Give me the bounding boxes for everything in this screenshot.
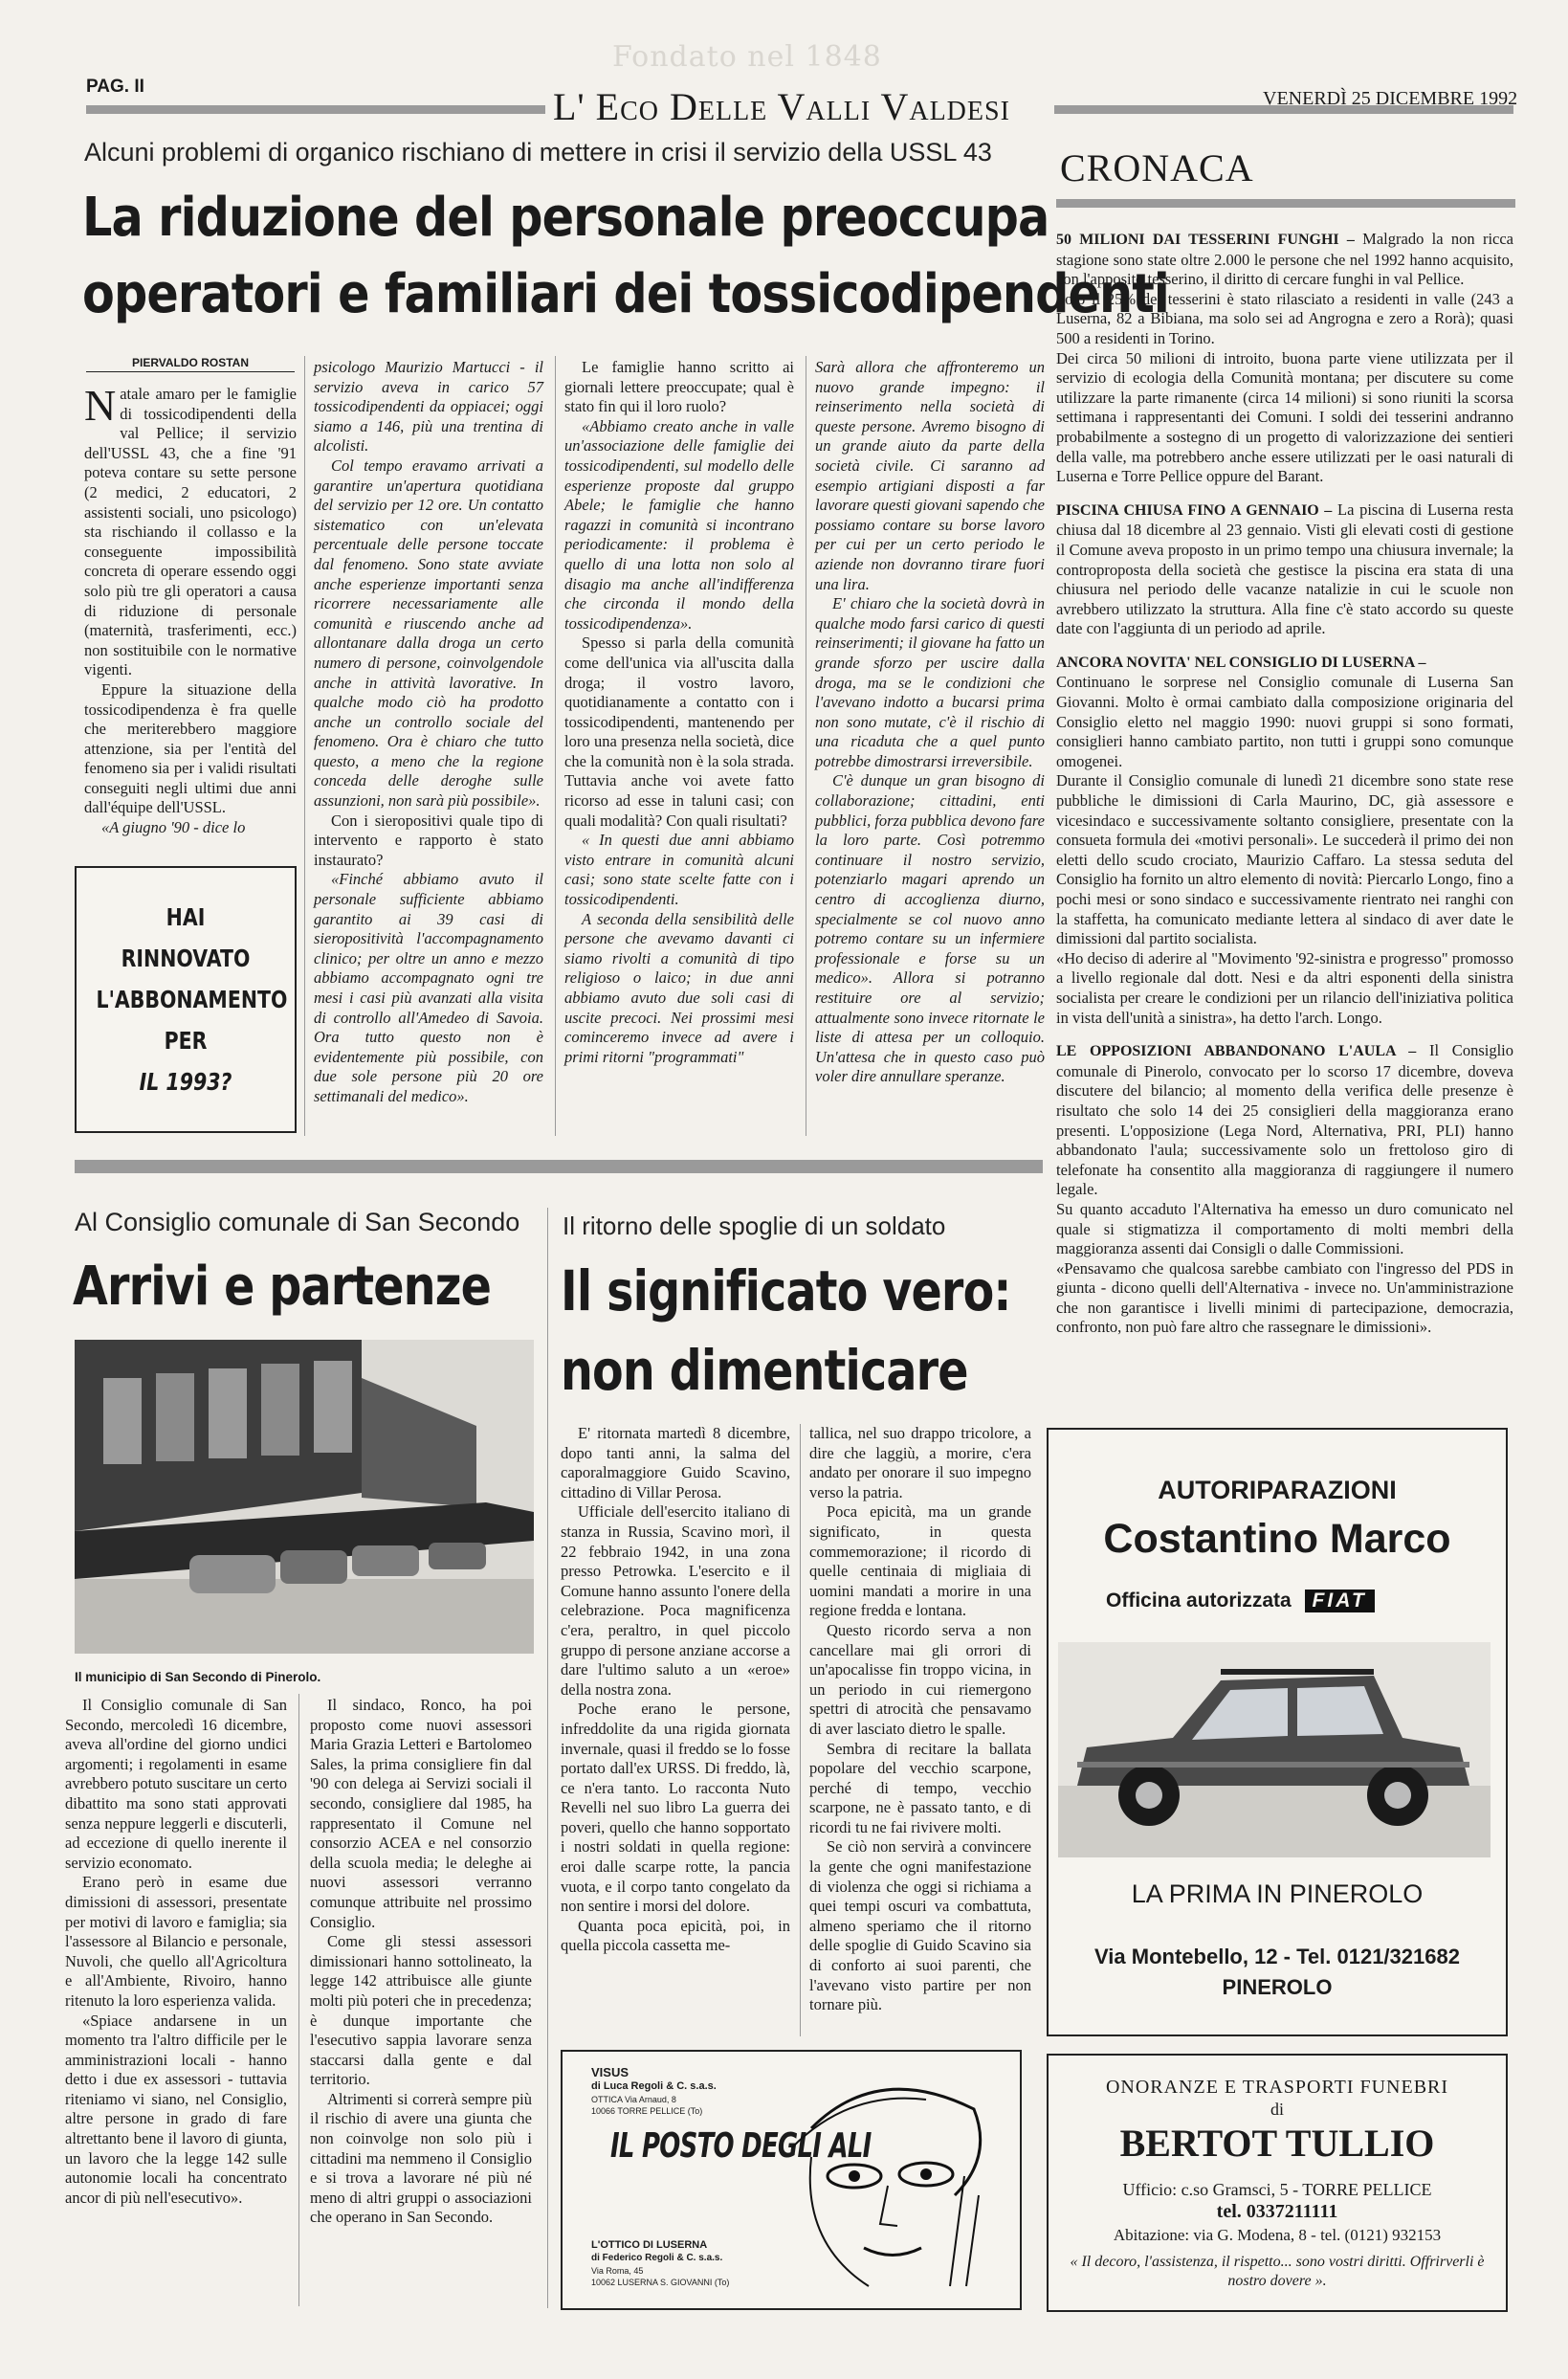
paragraph: tallica, nel suo drappo tricolore, a dire che laggiù, a morire, c'era andato per onorare il suo impegno verso la patria.	[809, 1424, 1031, 1501]
paragraph: Il Consiglio comunale di San Secondo, mercoledì 16 dicembre, aveva all'ordine del giorno undici argomenti; i regolamenti in esame avrebbero potuto suscitare un certo dibattito ma sono stati approvati senza neppure leggerli e discuterli, ad eccezione di quello inerente il servizio economato.	[65, 1696, 287, 1872]
brief-paragraph: Durante il Consiglio comunale di lunedì 21 dicembre sono state rese pubbliche le dimissioni di Carla Maurino, DC, già assessore e vicesindaco e successivamente soltanto consigliere, presentate con la consueta formula dei «motivi personali». Le succederà il primo dei non eletti dello scudo crociato, Maurizio Caffaro. La stessa seduta del Consiglio ha fornito un altro elemento di novità: Piercarlo Longo, fino a pochi mesi or sono sindaco e successivamente rientrato nei ranghi con la staffetta, ha comunicato mediante lettera al sindaco di aver date le dimissioni dal partito socialista.	[1056, 771, 1513, 948]
ad-auto-city: PINEROLO	[1222, 1975, 1333, 1999]
paragraph: Se ciò non servirà a convincere la gente che ogni manifestazione di violenza che oggi si richiama a quei tempi oscuri va combattuta, almeno speriamo che il ritorno delle spoglie di Guido Scavino sia di conforto ai suoi parenti, che l'avevano visto partire per non tornare più.	[809, 1837, 1031, 2014]
brief	[1056, 230, 1513, 487]
brief-paragraph: Continuano le sorprese nel Consiglio comunale di Luserna San Giovanni. Molto è ormai cambiato dalla composizione originaria del Consiglio eletto nel maggio 1990: nuovi gruppi si sono formati, consiglieri hanno cambiato partito, non tutti i gruppi sono comunque omogenei.	[1056, 673, 1513, 770]
subscribe-line: HAI	[166, 903, 206, 931]
ad-autoriparazioni[interactable]	[1047, 1428, 1508, 2036]
ad-auto-sub-text: Officina autorizzata	[1106, 1590, 1292, 1612]
paragraph: «Abbiamo creato anche in valle un'associazione delle famiglie dei tossicodipendenti, sul modello delle esperienze proposte dal gruppo Abele; le famiglie che hanno ragazzi in comunità si incontrano periodicamente: il problema è quello di una lotta non solo al disagio ma anche all'indifferenza che circonda il mondo della tossicodipendenza».	[564, 416, 794, 633]
ad-bertot-line1: ONORANZE E TRASPORTI FUNEBRI	[1105, 2077, 1449, 2098]
ad-bertot-tel: tel. 0337211111	[1216, 2201, 1338, 2222]
soldato-headline-line2: non dimenticare	[561, 1338, 968, 1403]
paragraph: C'è dunque un gran bisogno di collaborazione; cittadini, enti pubblici, forza pubblica devono fare la loro parte. Così potremmo continuare il nostro servizio, potenziarlo magari aprendo un centro di accoglienza diurno, specialmente se col nuovo anno potremo contare su un infermiere professionale e forse su un medico». Allora si potranno restituire ore al servizio; attualmente sono invece ritornate le liste di attesa per un colloquio. Un'attesa che in questo caso può voler dire annullare speranze.	[815, 771, 1045, 1086]
pupil-right	[920, 2168, 932, 2180]
secondo-column-1	[65, 1696, 287, 2208]
cronaca-rule	[1056, 199, 1515, 208]
lead-headline-line1: La riduzione del personale preoccupa	[82, 187, 1049, 249]
hatch-lines	[950, 2176, 979, 2286]
column-separator	[298, 1694, 299, 2306]
mouth	[864, 2248, 921, 2256]
subscribe-line: PER	[164, 1027, 208, 1055]
paragraph: Sarà allora che affronteremo un nuovo grande impegno: il reinserimento nella società di queste persone. Avremo bisogno di un grande aiuto da parte della società civile. Ci saranno ad esempio artigiani disposti a far lavorare questi giovani sapendo che possiamo contare su borse lavoro per cui per un certo periodo le aziende non dovranno tirare fuori una lira.	[815, 358, 1045, 593]
fiat-logo: FIAT	[1305, 1590, 1375, 1612]
paragraph: Erano però in esame due dimissioni di assessori, presentate per motivi di lavoro e famiglia; sia l'assessore al Bilancio e personale, Nuvoli, che quello all'Agricoltura e all'Ambiente, Rivoiro, hanno ritenuto la loro esperienza valida.	[65, 1873, 287, 2010]
photo-ground	[75, 1579, 534, 1654]
brief-heading: 50 MILIONI DAI TESSERINI FUNGHI –	[1056, 232, 1355, 248]
subscribe-line: RINNOVATO	[121, 945, 251, 972]
brief	[1056, 1041, 1513, 1338]
ad-visus-line4: 10066 TORRE PELLICE (To)	[591, 2106, 703, 2116]
ad-bertot-motto: « Il decoro, l'assistenza, il rispetto... sono vostri diritti. Offrirverli è nostro dovere ».	[1070, 2254, 1485, 2289]
ad-visus-line8: 10062 LUSERNA S. GIOVANNI (To)	[591, 2278, 730, 2287]
paragraph: Spesso si parla della comunità come dell'unica via all'uscita dalla droga; il vostro lavoro, quotidianamente a contatto con i tossicodipendenti, mantenendo per loro una presenza nella società, dice che la comunità non è la sola strada. Tuttavia anche voi avete fatto ricorso ad esse in taluni casi; con quali modalità? Con quali risultati?	[564, 634, 794, 830]
brief	[1056, 653, 1513, 1028]
ad-auto-slogan: LA PRIMA IN PINEROLO	[1131, 1879, 1424, 1908]
brief-paragraph: Solo il 25% dei tesserini è stato rilasciato a residenti in valle (243 a Luserna, 82 a Bibiana, ma solo sei ad Angrogna e zero a Rorà); quasi 500 a residenti in Torino.	[1056, 289, 1513, 347]
paragraph: Quanta poca epicità, poi, in quella piccola cassetta me-	[561, 1916, 790, 1955]
ad-visus-line2: di Luca Regoli & C. s.a.s.	[591, 2080, 717, 2092]
masthead-title: L' Eco Delle Valli Valdesi	[553, 85, 1010, 128]
section-divider	[75, 1160, 1043, 1173]
pupil-left	[849, 2170, 860, 2182]
brief-text: Malgrado la non ricca stagione sono state oltre 2.000 le persone che nel 1992 hanno acquisito, con l'apposito tesserino, il diritto di cercare funghi in val Pellice.	[1056, 230, 1513, 289]
paragraph: Ufficiale dell'esercito italiano di stanza in Russia, Scavino morì, il 22 febbraio 1942, in una zona presso Petrowka. L'esercito e il Comune hanno assunto l'onere della celebrazione. Poca magnificenza c'era, peraltro, in quel piccolo gruppo di persone anziane accorse a dare l'ultimo saluto a un «eroe» della nostra zona.	[561, 1502, 790, 1699]
paragraph: atale amaro per le famiglie di tossicodipendenti della val Pellice; il servizio dell'USSL 43, che a fine '91 poteva contare su sette persone (2 medici, 2 educatori, 2 assistenti sociali, uno psicologo) sta rischiando il collasso e la conseguente impossibilità concreta di operare essendo oggi solo più tre gli operatori a causa di riduzione di personale (maternità, trasferimenti, ecc.) non sostituibile con le normative vigenti.	[84, 385, 297, 679]
paragraph: E' ritornata martedì 8 dicembre, dopo tanti anni, la salma del caporalmaggiore Guido Scavino, cittadino di Villar Perosa.	[561, 1424, 790, 1501]
brief-paragraph: «Ho deciso di aderire al "Movimento '92-sinistra e progresso" promosso a livello regionale dal dott. Nesi e da altri esponenti della sinistra socialista per creare le condizioni per un rilancio dell'iniziativa politica in vista dell'unità a sinistra», ha detto l'arch. Longo.	[1056, 948, 1513, 1027]
brief-paragraph: «Pensavamo che qualcosa sarebbe cambiato con l'ingresso del PDS in giunta - dicono quelli dell'Alternativa - invece no. Un'amministrazione che non garantisce i livelli minimi di partecipazione, democrazia, confronto, non può fare altro che rassegnare le dimissioni».	[1056, 1258, 1513, 1337]
brief-heading: PISCINA CHIUSA FINO A GENNAIO –	[1056, 501, 1333, 519]
masthead-rule-left	[86, 105, 545, 114]
paragraph: Poche erano le persone, infreddolite da una rigida giornata invernale, quasi il freddo se lo fosse portato dall'ex URSS. Di freddo, là, ce n'era tanto. Lo racconta Nuto Revelli nel suo libro La guerra dei poveri, quello che hanno sopportato i nostri soldati in quella regione: eroi dalle scarpe rotte, la pancia vuota, e il corpo tanto congelato da non sentire i morsi del dolore.	[561, 1700, 790, 1916]
paragraph: Con i sieropositivi quale tipo di intervento e rapporto è stato instaurato?	[314, 811, 543, 869]
lead-headline-line2: operatori e familiari dei tossicodipendenti	[82, 263, 1169, 325]
column-separator	[304, 356, 305, 1136]
subscribe-line: L'ABBONAMENTO	[96, 986, 288, 1013]
paragraph: «A giugno '90 - dice lo	[101, 818, 246, 837]
ad-visus-line3: OTTICA Via Arnaud, 8	[591, 2095, 676, 2104]
ad-bertot-name: BERTOT TULLIO	[1119, 2122, 1435, 2165]
paragraph: «Finché abbiamo avuto il personale sufficiente abbiamo garantito ai 39 casi di sieropositività l'accompagnamento clinico; per oltre un anno e mezzo abbiamo accompagnato ogni tre mesi i casi più avanzati alla visita di controllo all'Amedeo di Savoia. Ora tutto questo non è evidentemente più possibile, con due sole persone più 20 ore settimanali del medico».	[314, 870, 543, 1105]
paragraph: « In questi due anni abbiamo visto entrare in comunità alcuni casi; sono state scelte fatte con i tossicodipendenti.	[564, 831, 794, 909]
brief-paragraph: Dei circa 50 milioni di introito, buona parte viene utilizzata per il servizio di ecologia della Comunità montana; per discutere su come utilizzare la parte rimanente (circa 14 milioni) si sono riuniti la scorsa settimana i rappresentanti dei Comuni. I soldi dei tesserini andranno probabilmente a sostegno di un progetto di valorizzazione dei sentieri della valle, ma potrebbero anche essere utilizzati per le oasi naturali di Luserna e Torre Pellice oppure del Barant.	[1056, 348, 1513, 486]
issue-date: VENERDÌ 25 DICEMBRE 1992	[1263, 88, 1518, 109]
ad-bertot-office: Ufficio: c.so Gramsci, 5 - TORRE PELLICE	[1122, 2180, 1432, 2199]
page-number: PAG. II	[86, 77, 144, 97]
building-window	[314, 1361, 352, 1453]
secondo-column-2	[310, 1696, 532, 2228]
subscribe-line: IL 1993?	[139, 1068, 232, 1096]
paragraph: psicologo Maurizio Martucci - il servizio aveva in carico 57 tossicodipendenti da oppiacei; oggi siamo a 146, più una trentina di alcolisti.	[314, 358, 543, 456]
parked-car	[280, 1550, 347, 1584]
byline: PIERVALDO ROSTAN	[86, 356, 295, 372]
paragraph: Altrimenti si correrà sempre più il rischio di avere una giunta che non coinvolge non solo più i cittadini ma nemmeno il Consiglio e si trova a lavorare né più né meno di altri gruppi o associazioni che operano in San Secondo.	[310, 2089, 532, 2227]
brief-paragraph: Su quanto accaduto l'Alternativa ha emesso un duro comunicato nel quale si stigmatizza il comportamento di molti membri della maggioranza assenti dai Consigli o dalle Commissioni.	[1056, 1199, 1513, 1258]
face-illustration	[754, 2071, 1012, 2291]
brief-heading: ANCORA NOVITA' NEL CONSIGLIO DI LUSERNA –	[1056, 654, 1426, 671]
paragraph: Poca epicità, ma un grande significato, in questa commemorazione; il ricordo di quelle centinaia di migliaia di uomini mandati a morire in una regione fredda e lontana.	[809, 1502, 1031, 1620]
car-hubcap-rear	[1384, 1782, 1411, 1809]
dropcap: N	[84, 381, 117, 430]
column-separator	[800, 1424, 801, 2036]
brief	[1056, 500, 1513, 639]
building-window	[103, 1378, 142, 1464]
building-window	[209, 1368, 247, 1458]
cronaca-title: CRONACA	[1060, 146, 1254, 189]
soldato-column-1	[561, 1424, 790, 1956]
ad-bertot[interactable]	[1047, 2054, 1508, 2312]
hair-line	[811, 2089, 981, 2195]
cronaca-column	[1056, 230, 1513, 1351]
parked-car	[189, 1555, 276, 1593]
ad-visus[interactable]	[561, 2050, 1022, 2310]
brief-heading: LE OPPOSIZIONI ABBANDONANO L'AULA –	[1056, 1043, 1417, 1060]
car-trim	[1077, 1762, 1469, 1768]
lead-column-2	[314, 358, 543, 1107]
lead-column-3	[564, 358, 794, 1067]
soldato-headline-line1: Il significato vero:	[561, 1258, 1011, 1323]
ad-visus-logo: IL POSTO DEGLI ALI	[610, 2126, 872, 2166]
photo-caption: Il municipio di San Secondo di Pinerolo.	[75, 1670, 321, 1684]
column-separator	[555, 356, 556, 1136]
hair-line	[792, 2099, 926, 2147]
ad-visus-line6: di Federico Regoli & C. s.a.s.	[591, 2253, 723, 2263]
ad-auto-sub	[1106, 1590, 1375, 1612]
paragraph: Sembra di recitare la ballata popolare del vecchio scarpone, perché di tempo, vecchio scarpone, ne è passato tanto, e di ricordi tu ne fai rivivere molti.	[809, 1739, 1031, 1836]
paragraph: A seconda della sensibilità delle persone che avevamo davanti ci siamo rivolti a comunità di tipo religioso o laico; in due anni abbiamo avuto due soli casi di uscite precoci. Nei prossimi mesi cominceremo invece ad avere i primi ritorni "programmati"	[564, 909, 794, 1066]
soldato-kicker: Il ritorno delle spoglie di un soldato	[563, 1212, 946, 1240]
ad-visus-line5: L'OTTICO DI LUSERNA	[591, 2239, 708, 2251]
paragraph: Le famiglie hanno scritto ai giornali lettere preoccupate; qual è stato fin qui il loro ruolo?	[564, 358, 794, 416]
lead-column-1	[84, 381, 297, 838]
ad-auto-title: AUTORIPARAZIONI	[1158, 1476, 1397, 1504]
brief-text: La piscina di Luserna resta chiusa dal 18 dicembre al 23 gennaio. Visti gli elevati costi di gestione il Comune aveva proposto in un primo tempo una chiusura invernale; la controproposta della società che gestisce la piscina era stata di una chiusura nel periodo delle vacanze natalizie in cui le scuole non avrebbero utilizzato la struttura. Alla fine c'è stato accordo su queste date con l'aggiunta di un periodo ad aprile.	[1056, 500, 1514, 638]
municipio-photo	[75, 1340, 534, 1654]
ghost-text: Fondato nel 1848	[612, 40, 882, 74]
lead-kicker: Alcuni problemi di organico rischiano di mettere in crisi il servizio della USSL 43	[84, 138, 992, 167]
column-separator	[547, 1208, 548, 2308]
paragraph: «Spiace andarsene in un momento tra l'altro difficile per le amministrazioni locali - hanno detto i due ex assessori - tuttavia riteniamo vi siano, nel Consiglio, altre persone in grado di fare altrettanto bene il lavoro di giunta, un lavoro che la legge 142 sulle autonomie locali ha concentrato ancor di più nell'esecutivo».	[65, 2011, 287, 2207]
car-roof-rack	[1221, 1669, 1374, 1675]
building-window	[156, 1373, 194, 1461]
paragraph: Questo ricordo serva a non cancellare mai gli orrori di un'apocalisse fin troppo vicina, in un periodo in cui riemergono spettri di atrocità che pensavamo di aver lasciato dietro le spalle.	[809, 1620, 1031, 1738]
car-hubcap-front	[1136, 1782, 1162, 1809]
paragraph: Eppure la situazione della tossicodipendenza è fra quelle che meriterebbero maggiore attenzione, sia per l'entità del fenomeno sia per i validi risultati conseguiti negli ultimi due anni dall'équipe dell'USSL.	[84, 679, 297, 817]
building-window	[261, 1364, 299, 1456]
ad-bertot-home: Abitazione: via G. Modena, 8 - tel. (0121) 932153	[1113, 2226, 1442, 2244]
nose	[880, 2186, 897, 2226]
ad-auto-address: Via Montebello, 12 - Tel. 0121/321682	[1094, 1945, 1460, 1968]
paragraph: Il sindaco, Ronco, ha poi proposto come nuovi assessori Maria Grazia Letteri e Bartolomeo Sales, la prima consigliere fin dal '90 con delega ai Servizi sociali il secondo, consigliere dal 1985, ha rappresentato il Comune nel consorzio ACEA e nel consorzio della scuola media; le deleghe ai nuovi assessori verranno comunque attribuite nel prossimo Consiglio.	[310, 1696, 532, 1931]
brief-text: Il Consiglio comunale di Pinerolo, convocato per lo scorso 17 dicembre, doveva discutere del bilancio; al momento della verifica delle presenze è risultato che solo 14 dei 25 consiglieri della maggioranza erano presenti. L'opposizione (Lega Nord, Alternativa, PRI, PLI) hanno abbandonato l'aula; successivamente solo un frettoloso giro di telefonate ha consentito alla maggioranza di raggiungere il numero legale.	[1056, 1041, 1513, 1199]
soldato-column-2	[809, 1424, 1031, 2015]
parked-car	[429, 1543, 486, 1569]
secondo-kicker: Al Consiglio comunale di San Secondo	[75, 1208, 520, 1236]
ad-visus-line7: Via Roma, 45	[591, 2266, 644, 2276]
paragraph: E' chiaro che la società dovrà in qualche modo farsi carico di questi reinserimenti; il giovane ha fatto un grande sforzo per uscire dalla droga, ma se le condizioni che l'avevano indotto a bucarsi prima non sono mutate, c'è il rischio di una ricaduta che a quel punto potrebbe dimostrarsi irreversibile.	[815, 594, 1045, 770]
lead-column-4	[815, 358, 1045, 1087]
paragraph: Come gli stessi assessori dimissionari hanno sottolineato, la legge 142 attribuisce alle giunte molti più poteri che in precedenza; è dunque importante che l'esecutivo sappia lavorare senza staccarsi dalla gente e dal territorio.	[310, 1932, 532, 2089]
car-image	[1058, 1642, 1491, 1857]
secondo-headline: Arrivi e partenze	[73, 1256, 492, 1318]
ad-visus-line1: VISUS	[591, 2065, 629, 2079]
ad-bertot-line2: di	[1270, 2100, 1284, 2119]
subscribe-box[interactable]	[75, 866, 297, 1133]
parked-car	[352, 1545, 419, 1576]
ad-auto-name: Costantino Marco	[1103, 1516, 1451, 1562]
paragraph: Col tempo eravamo arrivati a garantire un'apertura quotidiana del servizio per 12 ore. Un contatto sistematico con un'elevata percentuale delle persone toccate dal fenomeno. Sono state avviate anche esperienze importanti senza ricorrere necessariamente alle comunità e riuscendo anche ad allontanare dalla droga un certo numero di persone, coinvolgendole anche in attività lavorative. In qualche modo ciò ha prodotto anche un controllo sociale del fenomeno. Ora è chiaro che tutto questo, a meno che la regione conceda delle deroghe sulle assunzioni, non sarà più possibile».	[314, 456, 543, 811]
